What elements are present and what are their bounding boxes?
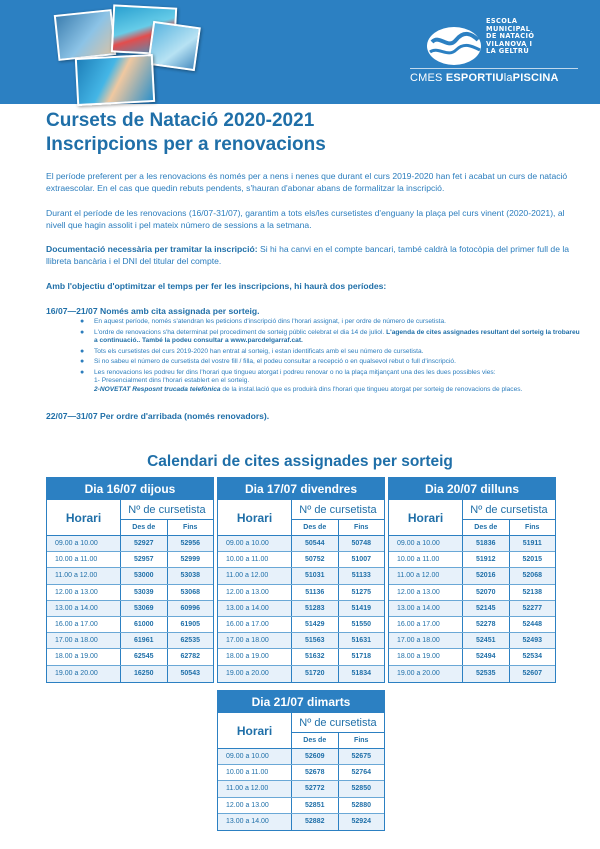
table-body <box>47 536 213 682</box>
list-item: ● Les renovacions les podreu fer dins l'horari que tingueu atorgat i podreu renovar o no la plaça mitjançant una des les dues possibles vies: 1- Presencialment dins l'horari establert en el sorteig. 2-NOVETAT Resposnt trucada telefònica de la instal.lació que es produirà dins l'horari que tingueu atorgat per sorteig de renovacions de places. <box>80 368 523 393</box>
from-number-cell: 51563 <box>305 637 325 645</box>
swim-lesson-photo <box>147 21 201 71</box>
time-slot-cell: 11.00 a 12.00 <box>218 568 292 583</box>
table-row <box>218 601 384 617</box>
to-number-cell: 52880 <box>338 798 385 813</box>
time-slot-cell: 16.00 a 17.00 <box>389 617 463 632</box>
documentation-paragraph: Documentació necessària per tramitar la inscripció: Si hi ha canvi en el compte bancari, també caldrà la fotocòpia del primer full de la llibreta bancària i el DNI del titular del compte. <box>46 244 570 266</box>
time-slot-cell: 19.00 a 20.00 <box>218 666 292 682</box>
from-header: Des de <box>303 524 327 531</box>
horari-header: Horari <box>389 500 463 535</box>
to-number-cell: 52850 <box>338 781 385 796</box>
to-number-cell: 50748 <box>338 536 385 551</box>
list-item: ● L'ordre de renovacions s'ha determinat pel procediment de sorteig públic celebrat el dia 14 de juliol. L'agenda de cites assignades resultant del sorteig la trobareu a continuació.. També la podeu consultar a www.parcdelgarraf.cat. <box>80 328 580 344</box>
time-slot-cell: 11.00 a 12.00 <box>47 568 121 583</box>
from-number-cell: 62545 <box>134 653 154 661</box>
from-number-cell: 52016 <box>476 572 496 580</box>
time-slot-cell: 12.00 a 13.00 <box>389 585 463 600</box>
time-slot-cell: 13.00 a 14.00 <box>389 601 463 616</box>
from-number-cell: 52145 <box>476 604 496 612</box>
time-slot-cell: 18.00 a 19.00 <box>389 649 463 664</box>
table-row <box>47 552 213 568</box>
from-number-cell: 51632 <box>305 653 325 661</box>
to-number-cell: 60996 <box>167 601 214 616</box>
to-number-cell: 51834 <box>338 666 385 682</box>
from-number-cell: 52882 <box>305 817 325 825</box>
logo-divider <box>410 68 578 69</box>
table-column-header <box>218 500 384 536</box>
calendar-title: Calendari de cites assignades per sorteig <box>147 453 453 470</box>
to-number-cell: 50543 <box>167 666 214 682</box>
table-row <box>218 536 384 552</box>
header-banner <box>0 0 600 104</box>
time-slot-cell: 13.00 a 14.00 <box>47 601 121 616</box>
to-number-cell: 52999 <box>167 552 214 567</box>
to-number-cell: 51718 <box>338 649 385 664</box>
time-slot-cell: 10.00 a 11.00 <box>47 552 121 567</box>
from-number-cell: 53000 <box>134 572 154 580</box>
from-header: Des de <box>474 524 498 531</box>
to-number-cell: 51550 <box>338 617 385 632</box>
table-column-header <box>389 500 555 536</box>
from-number-cell: 61000 <box>134 620 154 628</box>
from-number-cell: 61961 <box>134 637 154 645</box>
table-row <box>218 798 384 814</box>
time-slot-cell: 09.00 a 10.00 <box>47 536 121 551</box>
table-row <box>47 536 213 552</box>
to-number-cell: 53068 <box>167 585 214 600</box>
time-slot-cell: 18.00 a 19.00 <box>47 649 121 664</box>
time-slot-cell: 09.00 a 10.00 <box>218 749 292 764</box>
table-row <box>218 568 384 584</box>
from-number-cell: 52957 <box>134 556 154 564</box>
table-row <box>389 649 555 665</box>
table-body <box>218 536 384 682</box>
to-number-cell: 51419 <box>338 601 385 616</box>
period-1-heading: 16/07—21/07 Només amb cita assignada per sorteig. <box>46 306 260 316</box>
schedule-table <box>217 690 385 831</box>
table-row <box>218 649 384 665</box>
table-row <box>389 601 555 617</box>
table-row <box>218 814 384 830</box>
time-slot-cell: 10.00 a 11.00 <box>218 552 292 567</box>
from-number-cell: 51429 <box>305 620 325 628</box>
to-number-cell: 62535 <box>167 633 214 648</box>
from-number-cell: 52772 <box>305 785 325 793</box>
time-slot-cell: 11.00 a 12.00 <box>389 568 463 583</box>
from-number-cell: 51912 <box>476 556 496 564</box>
from-number-cell: 52278 <box>476 620 496 628</box>
to-number-cell: 51631 <box>338 633 385 648</box>
page-subtitle: Inscripcions per a renovacions <box>46 134 326 155</box>
wave-logo-icon <box>426 26 482 66</box>
schedule-table <box>217 477 385 683</box>
time-slot-cell: 10.00 a 11.00 <box>218 765 292 780</box>
table-row <box>389 552 555 568</box>
from-header: Des de <box>132 524 156 531</box>
to-number-cell: 52534 <box>509 649 556 664</box>
list-item: ● En aquest període, només s'atendran les peticions d'inscripció dins l'horari assignat, i per ordre de número de cursetista. <box>80 318 446 325</box>
time-slot-cell: 18.00 a 19.00 <box>218 649 292 664</box>
time-slot-cell: 09.00 a 10.00 <box>218 536 292 551</box>
time-slot-cell: 19.00 a 20.00 <box>47 666 121 682</box>
from-number-cell: 52535 <box>476 669 496 677</box>
time-slot-cell: 10.00 a 11.00 <box>389 552 463 567</box>
from-number-cell: 52851 <box>305 801 325 809</box>
to-number-cell: 52607 <box>509 666 556 682</box>
schedule-table <box>388 477 556 683</box>
to-number-cell: 51007 <box>338 552 385 567</box>
time-slot-cell: 13.00 a 14.00 <box>218 601 292 616</box>
to-number-cell: 52764 <box>338 765 385 780</box>
table-row <box>389 666 555 682</box>
table-row <box>47 585 213 601</box>
horari-header: Horari <box>218 713 292 748</box>
table-row <box>218 781 384 797</box>
from-number-cell: 50752 <box>305 556 325 564</box>
to-number-cell: 52015 <box>509 552 556 567</box>
time-slot-cell: 19.00 a 20.00 <box>389 666 463 682</box>
from-number-cell: 52927 <box>134 540 154 547</box>
time-slot-cell: 09.00 a 10.00 <box>389 536 463 551</box>
from-number-cell: 51283 <box>305 604 325 612</box>
renewal-period-paragraph: Durant el període de les renovacions (16/07-31/07), garantim a tots els/les cursetistes d'enguany la plaça pel curs vinent (2020-2021), al nivell que hagin assolit i pel mateix número de sessions a la setmana. <box>46 208 565 230</box>
table-day-header: Dia 20/07 dilluns <box>389 478 555 500</box>
time-slot-cell: 13.00 a 14.00 <box>218 814 292 830</box>
table-column-header <box>47 500 213 536</box>
table-row <box>218 666 384 682</box>
from-number-cell: 51720 <box>305 669 325 677</box>
table-row <box>389 568 555 584</box>
time-slot-cell: 16.00 a 17.00 <box>47 617 121 632</box>
table-row <box>218 765 384 781</box>
from-number-cell: 52609 <box>305 753 325 760</box>
to-number-cell: 52448 <box>509 617 556 632</box>
time-slot-cell: 12.00 a 13.00 <box>47 585 121 600</box>
time-slot-cell: 12.00 a 13.00 <box>218 798 292 813</box>
from-header: Des de <box>303 737 327 744</box>
to-number-cell: 61905 <box>167 617 214 632</box>
to-number-cell: 53038 <box>167 568 214 583</box>
list-item: ● Si no sabeu el número de cursetista del vostre fill / filla, el podeu consultar a recepció o en qualsevol rebut o full d'inscripció. <box>80 358 456 365</box>
to-number-cell: 52924 <box>338 814 385 830</box>
logo-brand: CMES ESPORTIUlaPISCINA <box>410 72 559 84</box>
table-row <box>389 536 555 552</box>
cursetista-number-header: Nº de cursetista <box>121 500 213 520</box>
from-number-cell: 51031 <box>305 572 325 580</box>
horari-header: Horari <box>218 500 292 535</box>
table-row <box>47 617 213 633</box>
to-number-cell: 52138 <box>509 585 556 600</box>
horari-header: Horari <box>47 500 121 535</box>
table-body <box>218 749 384 830</box>
to-number-cell: 51911 <box>509 536 556 551</box>
table-row <box>389 633 555 649</box>
table-row <box>218 552 384 568</box>
from-number-cell: 52494 <box>476 653 496 661</box>
table-day-header: Dia 16/07 dijous <box>47 478 213 500</box>
to-header: Fins <box>338 733 385 748</box>
cursetista-number-header: Nº de cursetista <box>463 500 555 520</box>
group-photo <box>75 54 155 106</box>
logo-text: ESCOLA MUNICIPAL DE NATACIÓ VILANOVA I LA GELTRÚ <box>486 17 535 56</box>
page-title: Cursets de Natació 2020-2021 <box>46 110 315 131</box>
period-2-heading: 22/07—31/07 Per ordre d'arribada (només renovadors). <box>46 411 270 421</box>
table-row <box>47 633 213 649</box>
from-number-cell: 53039 <box>134 588 154 596</box>
cursetista-number-header: Nº de cursetista <box>292 713 384 733</box>
table-day-header: Dia 17/07 divendres <box>218 478 384 500</box>
time-slot-cell: 11.00 a 12.00 <box>218 781 292 796</box>
time-slot-cell: 16.00 a 17.00 <box>218 617 292 632</box>
table-column-header <box>218 713 384 749</box>
table-row <box>47 568 213 584</box>
period-1-bullets <box>80 318 580 396</box>
swimmers-photo <box>54 9 116 61</box>
periods-intro: Amb l'objectiu d'optimitzar el temps per fer les inscripcions, hi haurà dos períodes: <box>46 281 387 291</box>
table-row <box>47 601 213 617</box>
from-number-cell: 53069 <box>134 604 154 612</box>
to-header: Fins <box>338 520 385 535</box>
list-item: ● Tots els cursetistes del curs 2019-2020 han entrat al sorteig, i estan identificats amb el seu número de cursetista. <box>80 347 424 355</box>
table-row <box>218 585 384 601</box>
to-number-cell: 51133 <box>338 568 385 583</box>
table-row <box>389 617 555 633</box>
to-number-cell: 51275 <box>338 585 385 600</box>
time-slot-cell: 17.00 a 18.00 <box>389 633 463 648</box>
to-header: Fins <box>509 520 556 535</box>
from-number-cell: 16250 <box>134 669 154 677</box>
from-number-cell: 51136 <box>305 588 325 596</box>
time-slot-cell: 17.00 a 18.00 <box>218 633 292 648</box>
table-row <box>47 666 213 682</box>
table-row <box>218 749 384 765</box>
from-number-cell: 51836 <box>476 540 496 547</box>
from-number-cell: 52070 <box>476 588 496 596</box>
from-number-cell: 52678 <box>305 769 325 777</box>
cursetista-number-header: Nº de cursetista <box>292 500 384 520</box>
table-row <box>218 617 384 633</box>
to-number-cell: 52675 <box>338 749 385 764</box>
time-slot-cell: 17.00 a 18.00 <box>47 633 121 648</box>
schedule-table <box>46 477 214 683</box>
table-day-header: Dia 21/07 dimarts <box>218 691 384 713</box>
from-number-cell: 50544 <box>305 540 325 547</box>
table-body <box>389 536 555 682</box>
to-number-cell: 62782 <box>167 649 214 664</box>
to-number-cell: 52277 <box>509 601 556 616</box>
table-row <box>47 649 213 665</box>
table-row <box>218 633 384 649</box>
time-slot-cell: 12.00 a 13.00 <box>218 585 292 600</box>
to-number-cell: 52493 <box>509 633 556 648</box>
school-logo <box>408 14 578 98</box>
to-header: Fins <box>167 520 214 535</box>
to-number-cell: 52068 <box>509 568 556 583</box>
table-row <box>389 585 555 601</box>
intro-paragraph: El període preferent per a les renovacions és només per a nens i nenes que durant el curs 2019-2020 han fet i acabat un curs de natació extraescolar. En el cas que quedin rebuts pendents, s'hauran d'abonar abans de formalitzar la inscripció. <box>46 171 568 193</box>
to-number-cell: 52956 <box>167 536 214 551</box>
from-number-cell: 52451 <box>476 637 496 645</box>
